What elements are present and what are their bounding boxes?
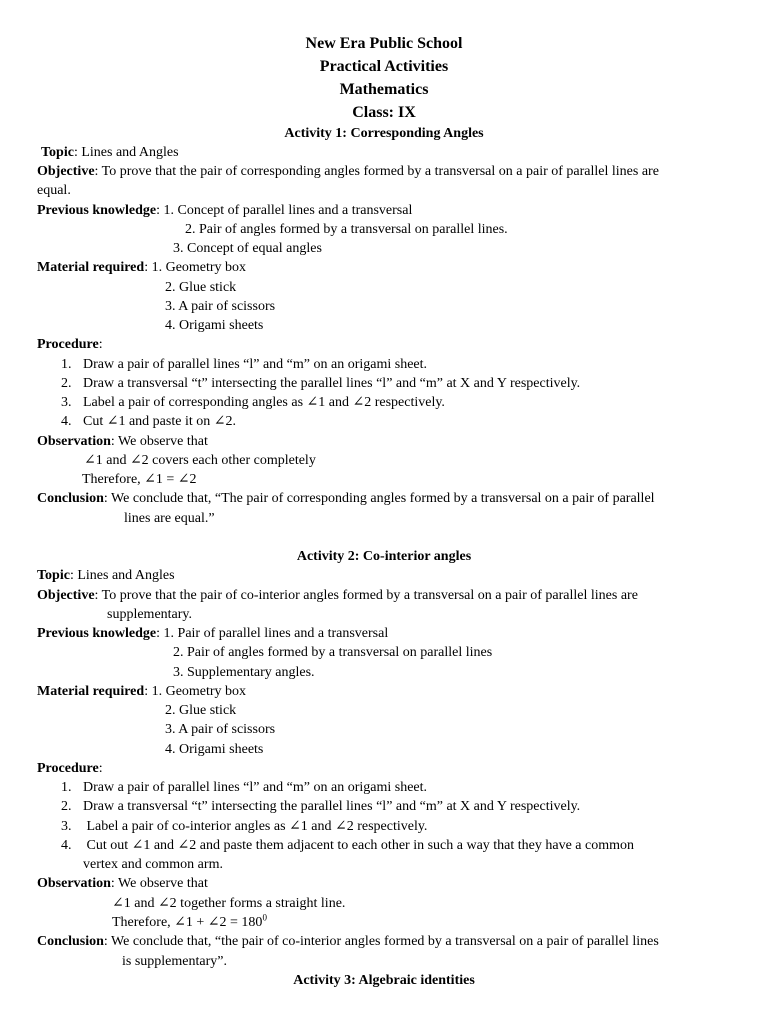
activity1-pk-3: 3. Concept of equal angles: [173, 241, 322, 256]
activity1-previous-knowledge: Previous knowledge: 1. Concept of parallel lines and a transversal: [37, 203, 413, 218]
activity2-material-4: 4. Origami sheets: [165, 742, 264, 757]
activity1-material-3: 3. A pair of scissors: [165, 299, 276, 314]
activity2-step-2: 2. Draw a transversal “t” intersecting the parallel lines “l” and “m” at X and Y respectively.: [61, 799, 581, 814]
activity2-topic: Topic: Lines and Angles: [37, 568, 175, 583]
activity1-step-4: 4. Cut ∠1 and paste it on ∠2.: [61, 414, 236, 429]
subject-title: Mathematics: [339, 81, 429, 98]
activity1-objective-cont: equal.: [37, 183, 71, 198]
activity3-title: Activity 3: Algebraic identities: [293, 973, 475, 988]
activity2-objective-cont: supplementary.: [107, 607, 193, 622]
activity1-conclusion-cont: lines are equal.”: [124, 511, 215, 526]
activity1-material-4: 4. Origami sheets: [165, 318, 264, 333]
degree-superscript: 0: [262, 912, 267, 923]
activity1-objective: Objective: To prove that the pair of corresponding angles formed by a transversal on a pair of parallel lines are: [37, 164, 659, 179]
activity1-step-1: 1. Draw a pair of parallel lines “l” and “m” on an origami sheet.: [61, 357, 428, 372]
activity1-topic: Topic: Lines and Angles: [41, 145, 179, 160]
activity2-title: Activity 2: Co-interior angles: [296, 549, 472, 564]
activity2-observation-2: Therefore, ∠1 + ∠2 = $180^0$: [112, 912, 267, 930]
activity2-step-4: 4. Cut out ∠1 and ∠2 and paste them adjacent to each other in such a way that they have a common: [61, 838, 635, 853]
doc-subtitle: Practical Activities: [319, 58, 449, 75]
activity1-step-2: 2. Draw a transversal “t” intersecting the parallel lines “l” and “m” at X and Y respectively.: [61, 376, 581, 391]
activity1-material-required: Material required: 1. Geometry box: [37, 260, 247, 275]
activity2-material-3: 3. A pair of scissors: [165, 722, 276, 737]
activity2-step-4-cont: vertex and common arm.: [83, 857, 223, 872]
activity2-objective: Objective: To prove that the pair of co-interior angles formed by a transversal on a pair of parallel lines are: [37, 588, 638, 603]
activity2-previous-knowledge: Previous knowledge: 1. Pair of parallel lines and a transversal: [37, 626, 389, 641]
activity2-step-3: 3. Label a pair of co-interior angles as ∠1 and ∠2 respectively.: [61, 819, 428, 834]
activity2-procedure: Procedure:: [37, 761, 103, 776]
activity2-material-2: 2. Glue stick: [165, 703, 237, 718]
activity2-observation-1: ∠1 and ∠2 together forms a straight line.: [112, 896, 346, 911]
activity2-conclusion-cont: is supplementary”.: [122, 954, 227, 969]
activity2-conclusion: Conclusion: We conclude that, “the pair of co-interior angles formed by a transversal on a pair of parallel lines: [37, 934, 659, 949]
activity1-title: Activity 1: Corresponding Angles: [284, 126, 484, 141]
activity1-procedure: Procedure:: [37, 337, 103, 352]
activity2-pk-3: 3. Supplementary angles.: [173, 665, 315, 680]
activity1-conclusion: Conclusion: We conclude that, “The pair of corresponding angles formed by a transversal on a pair of parallel: [37, 491, 655, 506]
activity1-pk-2: 2. Pair of angles formed by a transversal on parallel lines.: [185, 222, 508, 237]
activity2-pk-2: 2. Pair of angles formed by a transversal on parallel lines: [173, 645, 493, 660]
school-name: New Era Public School: [305, 35, 463, 52]
activity1-observation-1: ∠1 and ∠2 covers each other completely: [84, 453, 316, 468]
activity1-observation: Observation: We observe that: [37, 434, 208, 449]
activity2-observation: Observation: We observe that: [37, 876, 208, 891]
activity2-step-1: 1. Draw a pair of parallel lines “l” and “m” on an origami sheet.: [61, 780, 428, 795]
activity1-material-2: 2. Glue stick: [165, 280, 237, 295]
activity1-observation-2: Therefore, ∠1 = ∠2: [82, 472, 197, 487]
activity1-step-3: 3. Label a pair of corresponding angles as ∠1 and ∠2 respectively.: [61, 395, 445, 410]
class-title: Class: IX: [352, 104, 416, 121]
activity2-material-required: Material required: 1. Geometry box: [37, 684, 247, 699]
